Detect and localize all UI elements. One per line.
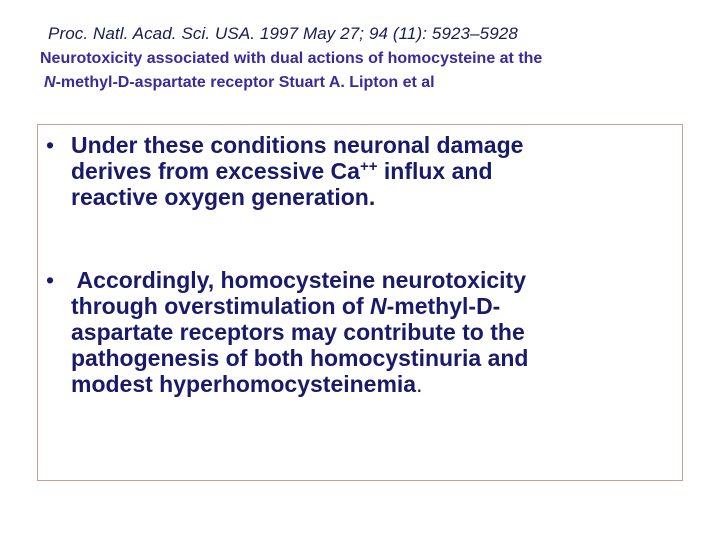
bullet-1-line-2	[71, 158, 523, 184]
article-title-line-1: Neurotoxicity associated with dual actions of homocysteine at the	[40, 50, 543, 67]
article-title-line-2	[44, 74, 435, 92]
bullet-2-line-5-pre: modest hyperhomocysteinemia	[71, 371, 417, 397]
calcium-charge-superscript: ++	[359, 158, 378, 175]
bullet-2-line-3: aspartate receptors may contribute to the	[71, 319, 525, 345]
bullet-1-line-3: reactive oxygen generation.	[71, 184, 376, 210]
bullet-1-line-2-post: influx and	[377, 158, 493, 184]
bullet-marker: •	[46, 267, 55, 293]
bullet-2-line-4: pathogenesis of both homocystinuria and	[71, 345, 529, 371]
citation: Proc. Natl. Acad. Sci. USA. 1997 May 27; 94 (11): 5923–5928	[48, 24, 518, 43]
title-italic-n: N	[44, 74, 56, 91]
bullet-2-line-1: Accordingly, homocysteine neurotoxicity	[71, 267, 526, 293]
bullet-2-line-2-pre: through overstimulation of	[71, 293, 370, 319]
bullet-2-line-5	[71, 371, 528, 397]
bullet-2-line-5-end: .	[416, 371, 423, 397]
bullet-2-line-2-post: -methyl-D-	[386, 293, 501, 319]
bullet-marker: •	[46, 132, 55, 158]
bullet-2-text	[71, 267, 528, 397]
title-line-2-rest: -methyl-D-aspartate receptor Stuart A. Lipton et al	[55, 74, 435, 91]
bullet-1-text	[71, 132, 523, 210]
bullet-2-line-2	[71, 293, 528, 319]
content-box	[37, 124, 683, 481]
bullet-2-italic-n: N	[370, 293, 387, 319]
bullet-1-line-2-pre: derives from excessive Ca	[71, 158, 360, 184]
bullet-1-line-1: Under these conditions neuronal damage	[71, 132, 524, 158]
